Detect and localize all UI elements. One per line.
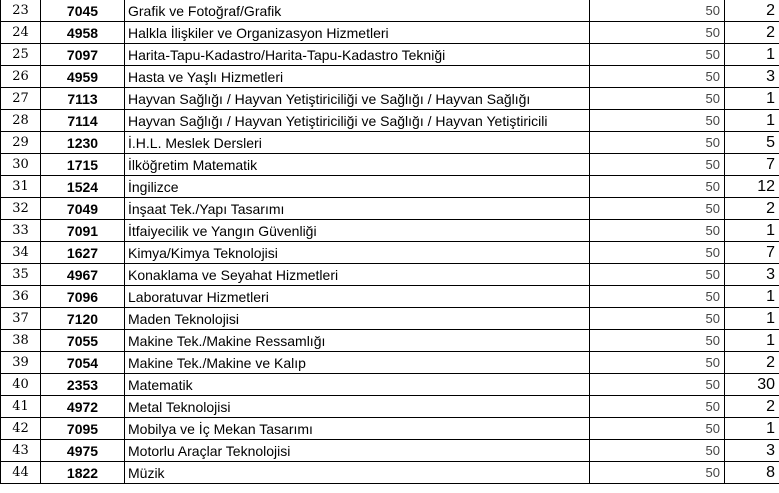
table-row bbox=[1, 286, 779, 308]
quota-value: 50 bbox=[590, 374, 725, 396]
branch-code: 7120 bbox=[41, 308, 125, 330]
quota-value: 50 bbox=[590, 440, 725, 462]
branch-name: Hayvan Sağlığı / Hayvan Yetiştiriciliği ve Sağlığı / Hayvan Sağlığı bbox=[125, 88, 590, 110]
count-value: 1 bbox=[725, 44, 779, 66]
table-row bbox=[1, 88, 779, 110]
table-row bbox=[1, 176, 779, 198]
branch-name: Müzik bbox=[125, 462, 590, 484]
branch-code: 1715 bbox=[41, 154, 125, 176]
row-number: 34 bbox=[1, 242, 41, 264]
branch-name: Hasta ve Yaşlı Hizmetleri bbox=[125, 66, 590, 88]
count-value: 5 bbox=[725, 132, 779, 154]
count-value: 12 bbox=[725, 176, 779, 198]
row-number: 28 bbox=[1, 110, 41, 132]
count-value: 30 bbox=[725, 374, 779, 396]
table-row bbox=[1, 440, 779, 462]
row-number: 31 bbox=[1, 176, 41, 198]
row-number: 43 bbox=[1, 440, 41, 462]
quota-value: 50 bbox=[590, 110, 725, 132]
quota-value: 50 bbox=[590, 264, 725, 286]
branch-name: Matematik bbox=[125, 374, 590, 396]
count-value: 7 bbox=[725, 154, 779, 176]
count-value: 2 bbox=[725, 198, 779, 220]
branch-code: 7049 bbox=[41, 198, 125, 220]
branch-name: Halkla İlişkiler ve Organizasyon Hizmetleri bbox=[125, 22, 590, 44]
count-value: 3 bbox=[725, 264, 779, 286]
branch-code: 7096 bbox=[41, 286, 125, 308]
quota-value: 50 bbox=[590, 352, 725, 374]
table-row bbox=[1, 396, 779, 418]
count-value: 1 bbox=[725, 330, 779, 352]
branch-code: 4967 bbox=[41, 264, 125, 286]
quota-value: 50 bbox=[590, 286, 725, 308]
quota-value: 50 bbox=[590, 462, 725, 484]
branch-code: 7045 bbox=[41, 0, 125, 22]
branch-code: 1524 bbox=[41, 176, 125, 198]
branch-code: 2353 bbox=[41, 374, 125, 396]
branch-code: 1230 bbox=[41, 132, 125, 154]
row-number: 30 bbox=[1, 154, 41, 176]
table-row bbox=[1, 308, 779, 330]
count-value: 3 bbox=[725, 66, 779, 88]
table-row bbox=[1, 132, 779, 154]
quota-value: 50 bbox=[590, 0, 725, 22]
row-number: 37 bbox=[1, 308, 41, 330]
quota-value: 50 bbox=[590, 198, 725, 220]
table-row bbox=[1, 374, 779, 396]
branch-name: Laboratuvar Hizmetleri bbox=[125, 286, 590, 308]
branch-name: Harita-Tapu-Kadastro/Harita-Tapu-Kadastro Tekniği bbox=[125, 44, 590, 66]
count-value: 1 bbox=[725, 308, 779, 330]
count-value: 2 bbox=[725, 22, 779, 44]
branch-name: Motorlu Araçlar Teknolojisi bbox=[125, 440, 590, 462]
branch-name: Konaklama ve Seyahat Hizmetleri bbox=[125, 264, 590, 286]
count-value: 3 bbox=[725, 440, 779, 462]
count-value: 1 bbox=[725, 110, 779, 132]
count-value: 8 bbox=[725, 462, 779, 484]
row-number: 39 bbox=[1, 352, 41, 374]
table-row bbox=[1, 44, 779, 66]
row-number: 40 bbox=[1, 374, 41, 396]
quota-value: 50 bbox=[590, 242, 725, 264]
row-number: 25 bbox=[1, 44, 41, 66]
branch-name: İlköğretim Matematik bbox=[125, 154, 590, 176]
branch-name: Makine Tek./Makine ve Kalıp bbox=[125, 352, 590, 374]
count-value: 1 bbox=[725, 88, 779, 110]
branch-code: 7114 bbox=[41, 110, 125, 132]
branch-name: Grafik ve Fotoğraf/Grafik bbox=[125, 0, 590, 22]
row-number: 29 bbox=[1, 132, 41, 154]
table-row bbox=[1, 220, 779, 242]
branch-name: İ.H.L. Meslek Dersleri bbox=[125, 132, 590, 154]
count-value: 1 bbox=[725, 418, 779, 440]
count-value: 1 bbox=[725, 286, 779, 308]
branch-name: Mobilya ve İç Mekan Tasarımı bbox=[125, 418, 590, 440]
table-row bbox=[1, 198, 779, 220]
branch-code: 7113 bbox=[41, 88, 125, 110]
branch-code: 7097 bbox=[41, 44, 125, 66]
branch-name: Maden Teknolojisi bbox=[125, 308, 590, 330]
quota-value: 50 bbox=[590, 176, 725, 198]
quota-value: 50 bbox=[590, 44, 725, 66]
branch-code: 4958 bbox=[41, 22, 125, 44]
table-row bbox=[1, 154, 779, 176]
table-row bbox=[1, 110, 779, 132]
count-value: 1 bbox=[725, 220, 779, 242]
branch-name: Hayvan Sağlığı / Hayvan Yetiştiriciliği ve Sağlığı / Hayvan Yetiştiricili bbox=[125, 110, 590, 132]
table-row bbox=[1, 0, 779, 22]
branch-code: 1627 bbox=[41, 242, 125, 264]
branch-code: 7091 bbox=[41, 220, 125, 242]
row-number: 36 bbox=[1, 286, 41, 308]
count-value: 7 bbox=[725, 242, 779, 264]
branch-code: 1822 bbox=[41, 462, 125, 484]
quota-value: 50 bbox=[590, 132, 725, 154]
quota-value: 50 bbox=[590, 154, 725, 176]
quota-value: 50 bbox=[590, 22, 725, 44]
quota-value: 50 bbox=[590, 220, 725, 242]
branch-name: Makine Tek./Makine Ressamlığı bbox=[125, 330, 590, 352]
branch-code: 7054 bbox=[41, 352, 125, 374]
quota-value: 50 bbox=[590, 330, 725, 352]
table-row bbox=[1, 242, 779, 264]
table-row bbox=[1, 264, 779, 286]
table-row bbox=[1, 418, 779, 440]
branch-code: 4972 bbox=[41, 396, 125, 418]
table-row bbox=[1, 330, 779, 352]
quota-value: 50 bbox=[590, 396, 725, 418]
table-row bbox=[1, 66, 779, 88]
row-number: 35 bbox=[1, 264, 41, 286]
table-row bbox=[1, 22, 779, 44]
branch-name: Metal Teknolojisi bbox=[125, 396, 590, 418]
quota-value: 50 bbox=[590, 418, 725, 440]
row-number: 33 bbox=[1, 220, 41, 242]
row-number: 41 bbox=[1, 396, 41, 418]
quota-value: 50 bbox=[590, 66, 725, 88]
row-number: 42 bbox=[1, 418, 41, 440]
branch-code: 7055 bbox=[41, 330, 125, 352]
count-value: 2 bbox=[725, 352, 779, 374]
branch-name: İtfaiyecilik ve Yangın Güvenliği bbox=[125, 220, 590, 242]
count-value: 2 bbox=[725, 0, 779, 22]
quota-value: 50 bbox=[590, 308, 725, 330]
row-number: 27 bbox=[1, 88, 41, 110]
table-row bbox=[1, 352, 779, 374]
branch-code: 4975 bbox=[41, 440, 125, 462]
branch-code: 7095 bbox=[41, 418, 125, 440]
row-number: 26 bbox=[1, 66, 41, 88]
quota-value: 50 bbox=[590, 88, 725, 110]
row-number: 38 bbox=[1, 330, 41, 352]
branch-name: İnşaat Tek./Yapı Tasarımı bbox=[125, 198, 590, 220]
table-body bbox=[1, 0, 779, 484]
row-number: 32 bbox=[1, 198, 41, 220]
branch-name: Kimya/Kimya Teknolojisi bbox=[125, 242, 590, 264]
row-number: 23 bbox=[1, 0, 41, 22]
count-value: 2 bbox=[725, 396, 779, 418]
row-number: 44 bbox=[1, 462, 41, 484]
branch-code: 4959 bbox=[41, 66, 125, 88]
table-row bbox=[1, 462, 779, 484]
row-number: 24 bbox=[1, 22, 41, 44]
branch-name: İngilizce bbox=[125, 176, 590, 198]
